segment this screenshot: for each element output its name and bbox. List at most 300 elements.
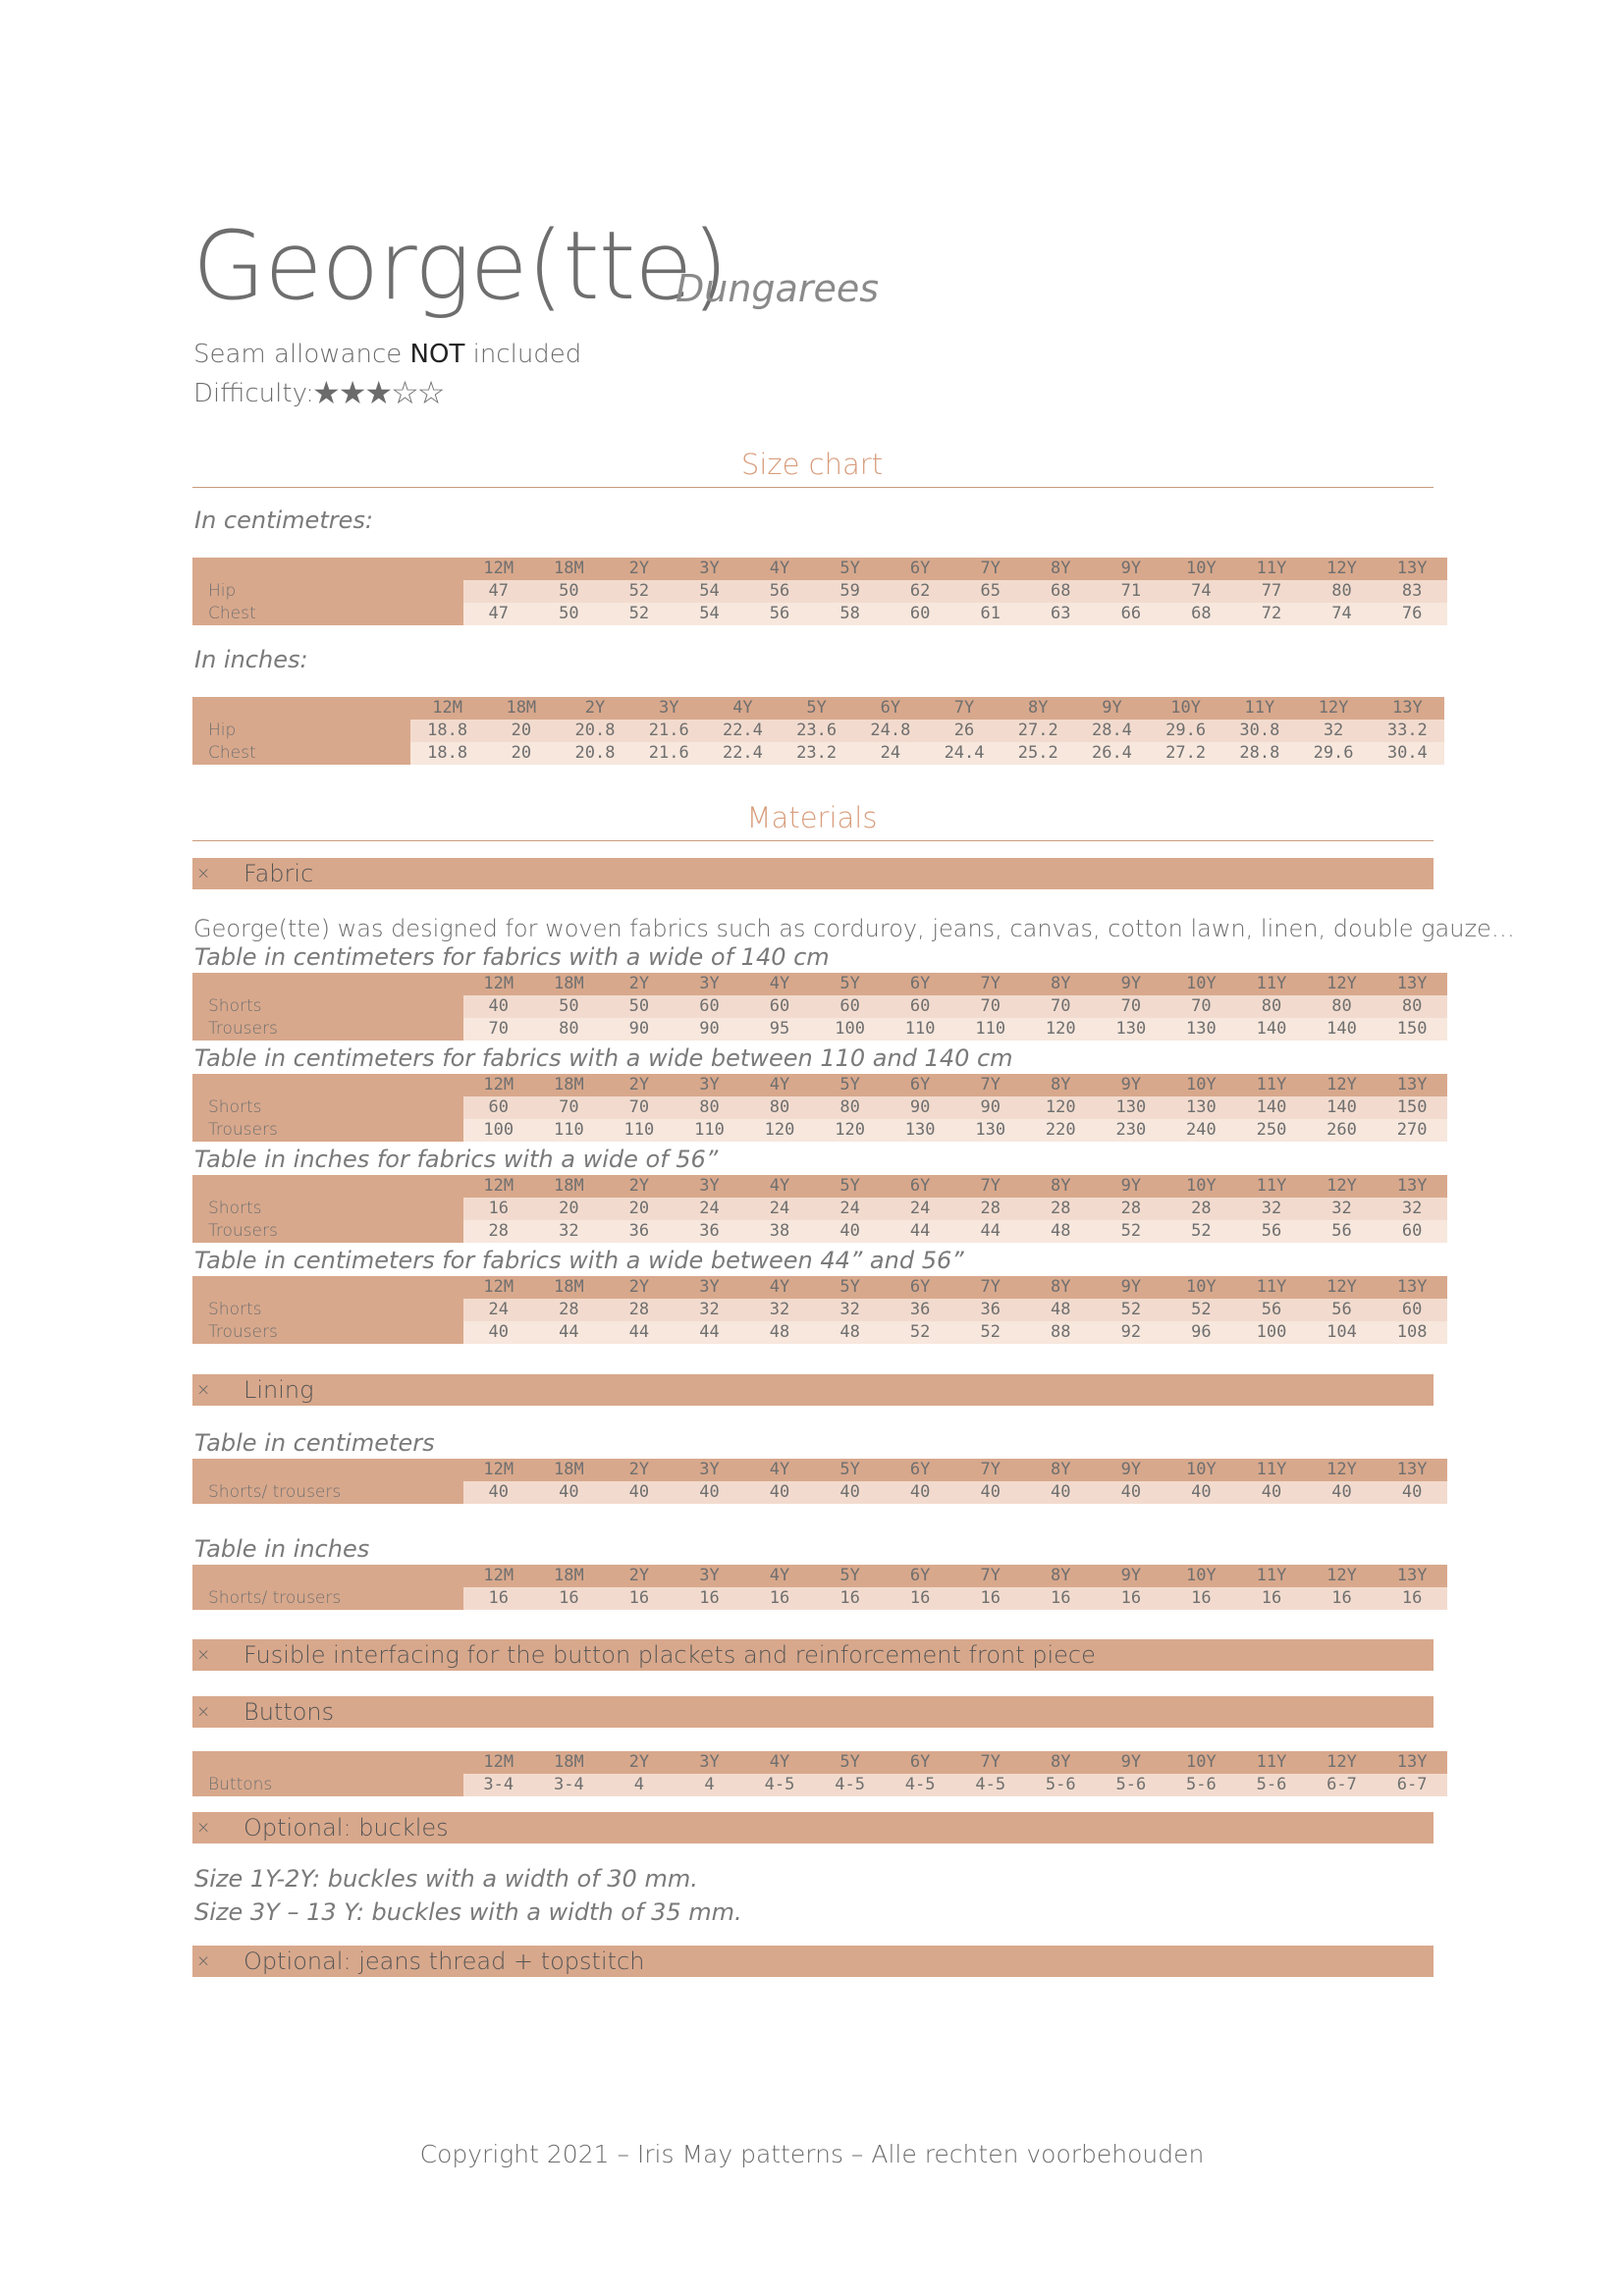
value-cell: 40 <box>463 1321 534 1344</box>
value-cell: 16 <box>1377 1587 1447 1610</box>
size-header-cell: 2Y <box>604 558 675 580</box>
size-header-cell: 9Y <box>1096 1459 1166 1481</box>
value-cell: 70 <box>1096 995 1166 1018</box>
bullet-icon: × <box>196 1951 211 1971</box>
value-cell: 16 <box>604 1587 675 1610</box>
value-cell: 44 <box>885 1220 955 1243</box>
buckles-note-2: Size 3Y – 13 Y: buckles with a width of 35 mm. <box>194 1898 742 1926</box>
fabric-bar <box>192 858 1434 889</box>
seam-strong: NOT <box>409 340 465 369</box>
materials-divider <box>192 840 1434 841</box>
value-cell: 104 <box>1307 1321 1378 1344</box>
value-cell: 56 <box>1236 1220 1307 1243</box>
value-cell: 40 <box>815 1220 886 1243</box>
size-header-row <box>192 1459 1447 1481</box>
value-cell: 77 <box>1236 580 1307 603</box>
size-header-cell: 13Y <box>1371 697 1444 720</box>
size-header-row <box>192 1751 1447 1774</box>
size-header-cell: 7Y <box>955 1175 1026 1198</box>
value-cell: 20.8 <box>558 720 631 742</box>
fabric-110-140-table <box>192 1074 1447 1142</box>
size-header-cell: 12Y <box>1307 1565 1378 1587</box>
value-cell: 48 <box>744 1321 815 1344</box>
value-cell: 59 <box>815 580 886 603</box>
size-header-cell: 10Y <box>1166 1459 1237 1481</box>
value-cell: 70 <box>463 1018 534 1041</box>
value-cell: 40 <box>885 1481 955 1504</box>
value-cell: 24.4 <box>927 742 1001 765</box>
row-label: Hip <box>192 580 463 603</box>
size-header-cell: 8Y <box>1026 1751 1097 1774</box>
value-cell: 96 <box>1166 1321 1237 1344</box>
value-cell: 20 <box>534 1198 605 1220</box>
size-header-cell: 5Y <box>815 558 886 580</box>
value-cell: 66 <box>1096 603 1166 625</box>
size-header-cell: 12M <box>463 1565 534 1587</box>
size-header-cell: 12Y <box>1307 1459 1378 1481</box>
size-header-cell: 2Y <box>604 1565 675 1587</box>
value-cell: 18.8 <box>410 742 484 765</box>
value-cell: 70 <box>1166 995 1237 1018</box>
value-cell: 5-6 <box>1236 1774 1307 1796</box>
value-cell: 140 <box>1307 1018 1378 1041</box>
fabric-caption-4: Table in centimeters for fabrics with a wide between 44” and 56” <box>194 1247 964 1274</box>
value-cell: 60 <box>744 995 815 1018</box>
value-cell: 40 <box>1307 1481 1378 1504</box>
buttons-table <box>192 1751 1447 1796</box>
size-header-row <box>192 558 1447 580</box>
size-header-cell: 12M <box>410 697 484 720</box>
value-cell: 71 <box>1096 580 1166 603</box>
value-cell: 90 <box>885 1096 955 1119</box>
value-cell: 24 <box>463 1299 534 1321</box>
value-cell: 60 <box>463 1096 534 1119</box>
value-cell: 24.8 <box>853 720 927 742</box>
materials-heading: Materials <box>746 801 878 834</box>
value-cell: 22.4 <box>706 720 780 742</box>
value-cell: 4-5 <box>744 1774 815 1796</box>
size-header-cell: 18M <box>534 1276 605 1299</box>
value-cell: 100 <box>463 1119 534 1142</box>
star-filled-icon: ★ <box>364 374 392 411</box>
value-cell: 65 <box>955 580 1026 603</box>
size-header-cell: 13Y <box>1377 1459 1447 1481</box>
seam-suffix: included <box>464 340 582 369</box>
value-cell: 20 <box>484 742 558 765</box>
size-header-cell: 12M <box>463 1276 534 1299</box>
value-cell: 60 <box>1377 1220 1447 1243</box>
size-header-cell: 12Y <box>1307 1175 1378 1198</box>
size-header-cell: 4Y <box>744 558 815 580</box>
lining-caption-1: Table in centimeters <box>194 1429 435 1457</box>
size-header-cell: 11Y <box>1236 1276 1307 1299</box>
value-cell: 44 <box>955 1220 1026 1243</box>
size-header-cell: 11Y <box>1236 1751 1307 1774</box>
table-row <box>192 1119 1447 1142</box>
size-header-cell: 3Y <box>675 1751 745 1774</box>
cm-label: In centimetres: <box>194 507 373 534</box>
value-cell: 29.6 <box>1296 742 1370 765</box>
size-header-cell: 13Y <box>1377 1565 1447 1587</box>
value-cell: 80 <box>1236 995 1307 1018</box>
size-header-cell: 2Y <box>558 697 631 720</box>
size-header-cell: 5Y <box>815 1175 886 1198</box>
size-chart-divider <box>192 487 1434 488</box>
value-cell: 270 <box>1377 1119 1447 1142</box>
size-header-row <box>192 697 1444 720</box>
size-header-row <box>192 1565 1447 1587</box>
value-cell: 16 <box>885 1587 955 1610</box>
row-label: Shorts <box>192 995 463 1018</box>
value-cell: 40 <box>815 1481 886 1504</box>
value-cell: 56 <box>1307 1299 1378 1321</box>
size-header-cell: 3Y <box>675 1459 745 1481</box>
lining-cm-table <box>192 1459 1447 1504</box>
value-cell: 40 <box>955 1481 1026 1504</box>
value-cell: 110 <box>955 1018 1026 1041</box>
size-header-cell: 8Y <box>1026 973 1097 995</box>
value-cell: 80 <box>744 1096 815 1119</box>
value-cell: 4 <box>604 1774 675 1796</box>
value-cell: 140 <box>1307 1096 1378 1119</box>
value-cell: 52 <box>604 580 675 603</box>
value-cell: 56 <box>744 580 815 603</box>
size-chart-heading: Size chart <box>740 448 884 481</box>
size-header-row <box>192 973 1447 995</box>
size-chart-inch-table <box>192 697 1444 765</box>
size-header-cell: 9Y <box>1075 697 1149 720</box>
row-label: Chest <box>192 603 463 625</box>
value-cell: 68 <box>1026 580 1097 603</box>
value-cell: 38 <box>744 1220 815 1243</box>
value-cell: 23.6 <box>780 720 853 742</box>
value-cell: 60 <box>885 603 955 625</box>
row-label: Trousers <box>192 1220 463 1243</box>
size-header-cell: 9Y <box>1096 1074 1166 1096</box>
value-cell: 48 <box>815 1321 886 1344</box>
header-corner-cell <box>192 1276 463 1299</box>
value-cell: 44 <box>534 1321 605 1344</box>
value-cell: 54 <box>675 603 745 625</box>
size-header-cell: 7Y <box>955 1751 1026 1774</box>
fabric-44-56-table <box>192 1276 1447 1344</box>
bullet-icon: × <box>196 864 211 883</box>
value-cell: 40 <box>534 1481 605 1504</box>
size-header-cell: 5Y <box>780 697 853 720</box>
size-header-cell: 2Y <box>604 1175 675 1198</box>
size-header-cell: 12Y <box>1307 1276 1378 1299</box>
size-header-cell: 10Y <box>1166 1074 1237 1096</box>
size-header-cell: 18M <box>534 1175 605 1198</box>
value-cell: 24 <box>675 1198 745 1220</box>
size-header-cell: 6Y <box>885 1074 955 1096</box>
value-cell: 120 <box>1026 1096 1097 1119</box>
value-cell: 260 <box>1307 1119 1378 1142</box>
size-header-cell: 13Y <box>1377 1074 1447 1096</box>
value-cell: 90 <box>955 1096 1026 1119</box>
bullet-icon: × <box>196 1702 211 1722</box>
value-cell: 52 <box>1096 1299 1166 1321</box>
size-header-cell: 7Y <box>955 1565 1026 1587</box>
table-row <box>192 580 1447 603</box>
size-header-cell: 9Y <box>1096 1751 1166 1774</box>
row-label: Shorts <box>192 1299 463 1321</box>
value-cell: 54 <box>675 580 745 603</box>
size-header-cell: 4Y <box>744 1175 815 1198</box>
row-label: Shorts <box>192 1198 463 1220</box>
size-header-cell: 13Y <box>1377 558 1447 580</box>
value-cell: 110 <box>604 1119 675 1142</box>
value-cell: 130 <box>1166 1018 1237 1041</box>
size-header-cell: 2Y <box>604 973 675 995</box>
size-header-cell: 3Y <box>675 558 745 580</box>
size-header-cell: 2Y <box>604 1276 675 1299</box>
value-cell: 70 <box>955 995 1026 1018</box>
value-cell: 4-5 <box>885 1774 955 1796</box>
row-label: Trousers <box>192 1119 463 1142</box>
value-cell: 36 <box>675 1220 745 1243</box>
value-cell: 36 <box>955 1299 1026 1321</box>
row-label: Trousers <box>192 1321 463 1344</box>
value-cell: 52 <box>955 1321 1026 1344</box>
header-corner-cell <box>192 1175 463 1198</box>
table-row <box>192 995 1447 1018</box>
size-header-cell: 7Y <box>955 1276 1026 1299</box>
value-cell: 80 <box>675 1096 745 1119</box>
value-cell: 90 <box>604 1018 675 1041</box>
value-cell: 150 <box>1377 1096 1447 1119</box>
size-header-cell: 10Y <box>1166 1565 1237 1587</box>
value-cell: 50 <box>534 603 605 625</box>
size-header-cell: 10Y <box>1149 697 1222 720</box>
table-row <box>192 742 1444 765</box>
value-cell: 83 <box>1377 580 1447 603</box>
size-header-cell: 11Y <box>1236 1175 1307 1198</box>
value-cell: 21.6 <box>632 720 706 742</box>
value-cell: 108 <box>1377 1321 1447 1344</box>
value-cell: 28 <box>604 1299 675 1321</box>
page-subtitle: Dungarees <box>676 267 880 310</box>
value-cell: 50 <box>534 995 605 1018</box>
value-cell: 56 <box>1307 1220 1378 1243</box>
buckles-note-1: Size 1Y-2Y: buckles with a width of 30 mm. <box>194 1865 698 1893</box>
value-cell: 80 <box>534 1018 605 1041</box>
value-cell: 60 <box>815 995 886 1018</box>
size-header-cell: 4Y <box>706 697 780 720</box>
row-label: Trousers <box>192 1018 463 1041</box>
value-cell: 56 <box>744 603 815 625</box>
value-cell: 76 <box>1377 603 1447 625</box>
value-cell: 23.2 <box>780 742 853 765</box>
size-header-cell: 13Y <box>1377 1175 1447 1198</box>
value-cell: 5-6 <box>1026 1774 1097 1796</box>
size-header-cell: 11Y <box>1222 697 1296 720</box>
value-cell: 62 <box>885 580 955 603</box>
value-cell: 90 <box>675 1018 745 1041</box>
value-cell: 40 <box>1026 1481 1097 1504</box>
value-cell: 50 <box>604 995 675 1018</box>
value-cell: 28 <box>1166 1198 1237 1220</box>
value-cell: 40 <box>675 1481 745 1504</box>
value-cell: 40 <box>604 1481 675 1504</box>
value-cell: 56 <box>1236 1299 1307 1321</box>
row-label: Chest <box>192 742 410 765</box>
size-header-cell: 4Y <box>744 973 815 995</box>
value-cell: 48 <box>1026 1299 1097 1321</box>
size-header-cell: 11Y <box>1236 1459 1307 1481</box>
value-cell: 28.4 <box>1075 720 1149 742</box>
value-cell: 44 <box>675 1321 745 1344</box>
size-header-cell: 11Y <box>1236 973 1307 995</box>
buttons-bar <box>192 1696 1434 1728</box>
value-cell: 47 <box>463 603 534 625</box>
size-header-cell: 7Y <box>927 697 1001 720</box>
fabric-label: Fabric <box>244 860 314 887</box>
value-cell: 16 <box>1166 1587 1237 1610</box>
fabric-56in-table <box>192 1175 1447 1243</box>
inch-label: In inches: <box>194 646 308 673</box>
value-cell: 70 <box>604 1096 675 1119</box>
value-cell: 240 <box>1166 1119 1237 1142</box>
size-header-cell: 9Y <box>1096 973 1166 995</box>
size-header-cell: 18M <box>534 1751 605 1774</box>
value-cell: 20.8 <box>558 742 631 765</box>
value-cell: 130 <box>955 1119 1026 1142</box>
value-cell: 16 <box>955 1587 1026 1610</box>
size-header-cell: 10Y <box>1166 1175 1237 1198</box>
bullet-icon: × <box>196 1645 211 1665</box>
value-cell: 6-7 <box>1307 1774 1378 1796</box>
value-cell: 4-5 <box>955 1774 1026 1796</box>
value-cell: 16 <box>1307 1587 1378 1610</box>
row-label: Shorts <box>192 1096 463 1119</box>
table-row <box>192 603 1447 625</box>
value-cell: 5-6 <box>1096 1774 1166 1796</box>
size-header-cell: 3Y <box>632 697 706 720</box>
value-cell: 32 <box>1307 1198 1378 1220</box>
table-row <box>192 1198 1447 1220</box>
table-row <box>192 1774 1447 1796</box>
size-header-cell: 7Y <box>955 973 1026 995</box>
value-cell: 4-5 <box>815 1774 886 1796</box>
value-cell: 70 <box>1026 995 1097 1018</box>
value-cell: 80 <box>1307 580 1378 603</box>
value-cell: 32 <box>675 1299 745 1321</box>
table-row <box>192 1481 1447 1504</box>
size-header-cell: 18M <box>534 1565 605 1587</box>
size-header-cell: 13Y <box>1377 1751 1447 1774</box>
size-header-cell: 18M <box>534 973 605 995</box>
size-header-cell: 6Y <box>885 1565 955 1587</box>
size-header-cell: 9Y <box>1096 1175 1166 1198</box>
size-header-cell: 12M <box>463 1751 534 1774</box>
size-header-cell: 18M <box>534 1459 605 1481</box>
size-header-cell: 10Y <box>1166 558 1237 580</box>
value-cell: 24 <box>853 742 927 765</box>
value-cell: 72 <box>1236 603 1307 625</box>
value-cell: 63 <box>1026 603 1097 625</box>
value-cell: 40 <box>1096 1481 1166 1504</box>
row-label: Hip <box>192 720 410 742</box>
size-header-cell: 12Y <box>1307 1074 1378 1096</box>
value-cell: 52 <box>604 603 675 625</box>
size-header-cell: 4Y <box>744 1074 815 1096</box>
size-header-cell: 12Y <box>1296 697 1370 720</box>
value-cell: 60 <box>1377 1299 1447 1321</box>
star-filled-icon: ★ <box>338 374 365 411</box>
size-header-cell: 11Y <box>1236 1565 1307 1587</box>
value-cell: 22.4 <box>706 742 780 765</box>
table-row <box>192 1096 1447 1119</box>
size-header-cell: 9Y <box>1096 1276 1166 1299</box>
value-cell: 230 <box>1096 1119 1166 1142</box>
size-header-cell: 10Y <box>1166 973 1237 995</box>
size-header-row <box>192 1175 1447 1198</box>
table-row <box>192 1321 1447 1344</box>
value-cell: 40 <box>1166 1481 1237 1504</box>
value-cell: 220 <box>1026 1119 1097 1142</box>
value-cell: 130 <box>1096 1018 1166 1041</box>
header-corner-cell <box>192 1074 463 1096</box>
table-row <box>192 1299 1447 1321</box>
size-header-cell: 6Y <box>885 558 955 580</box>
page-title: George(tte) <box>192 211 728 321</box>
size-header-cell: 8Y <box>1026 1074 1097 1096</box>
size-header-cell: 4Y <box>744 1276 815 1299</box>
value-cell: 16 <box>534 1587 605 1610</box>
size-header-cell: 5Y <box>815 1565 886 1587</box>
value-cell: 6-7 <box>1377 1774 1447 1796</box>
table-row <box>192 1018 1447 1041</box>
value-cell: 20 <box>604 1198 675 1220</box>
size-header-cell: 8Y <box>1026 1565 1097 1587</box>
value-cell: 3-4 <box>463 1774 534 1796</box>
header-corner-cell <box>192 697 410 720</box>
value-cell: 28 <box>1096 1198 1166 1220</box>
size-header-cell: 18M <box>534 1074 605 1096</box>
value-cell: 25.2 <box>1001 742 1075 765</box>
size-header-cell: 2Y <box>604 1751 675 1774</box>
value-cell: 16 <box>463 1587 534 1610</box>
value-cell: 47 <box>463 580 534 603</box>
value-cell: 27.2 <box>1001 720 1075 742</box>
size-header-cell: 2Y <box>604 1074 675 1096</box>
value-cell: 16 <box>1236 1587 1307 1610</box>
header-corner-cell <box>192 1751 463 1774</box>
lining-caption-2: Table in inches <box>194 1535 370 1563</box>
value-cell: 100 <box>815 1018 886 1041</box>
value-cell: 58 <box>815 603 886 625</box>
value-cell: 36 <box>604 1220 675 1243</box>
value-cell: 140 <box>1236 1096 1307 1119</box>
value-cell: 32 <box>1296 720 1370 742</box>
size-header-cell: 12M <box>463 1175 534 1198</box>
bullet-icon: × <box>196 1818 211 1838</box>
value-cell: 40 <box>744 1481 815 1504</box>
size-header-cell: 7Y <box>955 1459 1026 1481</box>
buttons-label: Buttons <box>244 1698 335 1726</box>
table-row <box>192 1587 1447 1610</box>
size-header-cell: 10Y <box>1166 1751 1237 1774</box>
value-cell: 28 <box>1026 1198 1097 1220</box>
table-row <box>192 1220 1447 1243</box>
lining-label: Lining <box>244 1376 314 1404</box>
size-header-cell: 7Y <box>955 558 1026 580</box>
value-cell: 100 <box>1236 1321 1307 1344</box>
bullet-icon: × <box>196 1380 211 1400</box>
size-header-cell: 3Y <box>675 973 745 995</box>
size-header-cell: 4Y <box>744 1459 815 1481</box>
